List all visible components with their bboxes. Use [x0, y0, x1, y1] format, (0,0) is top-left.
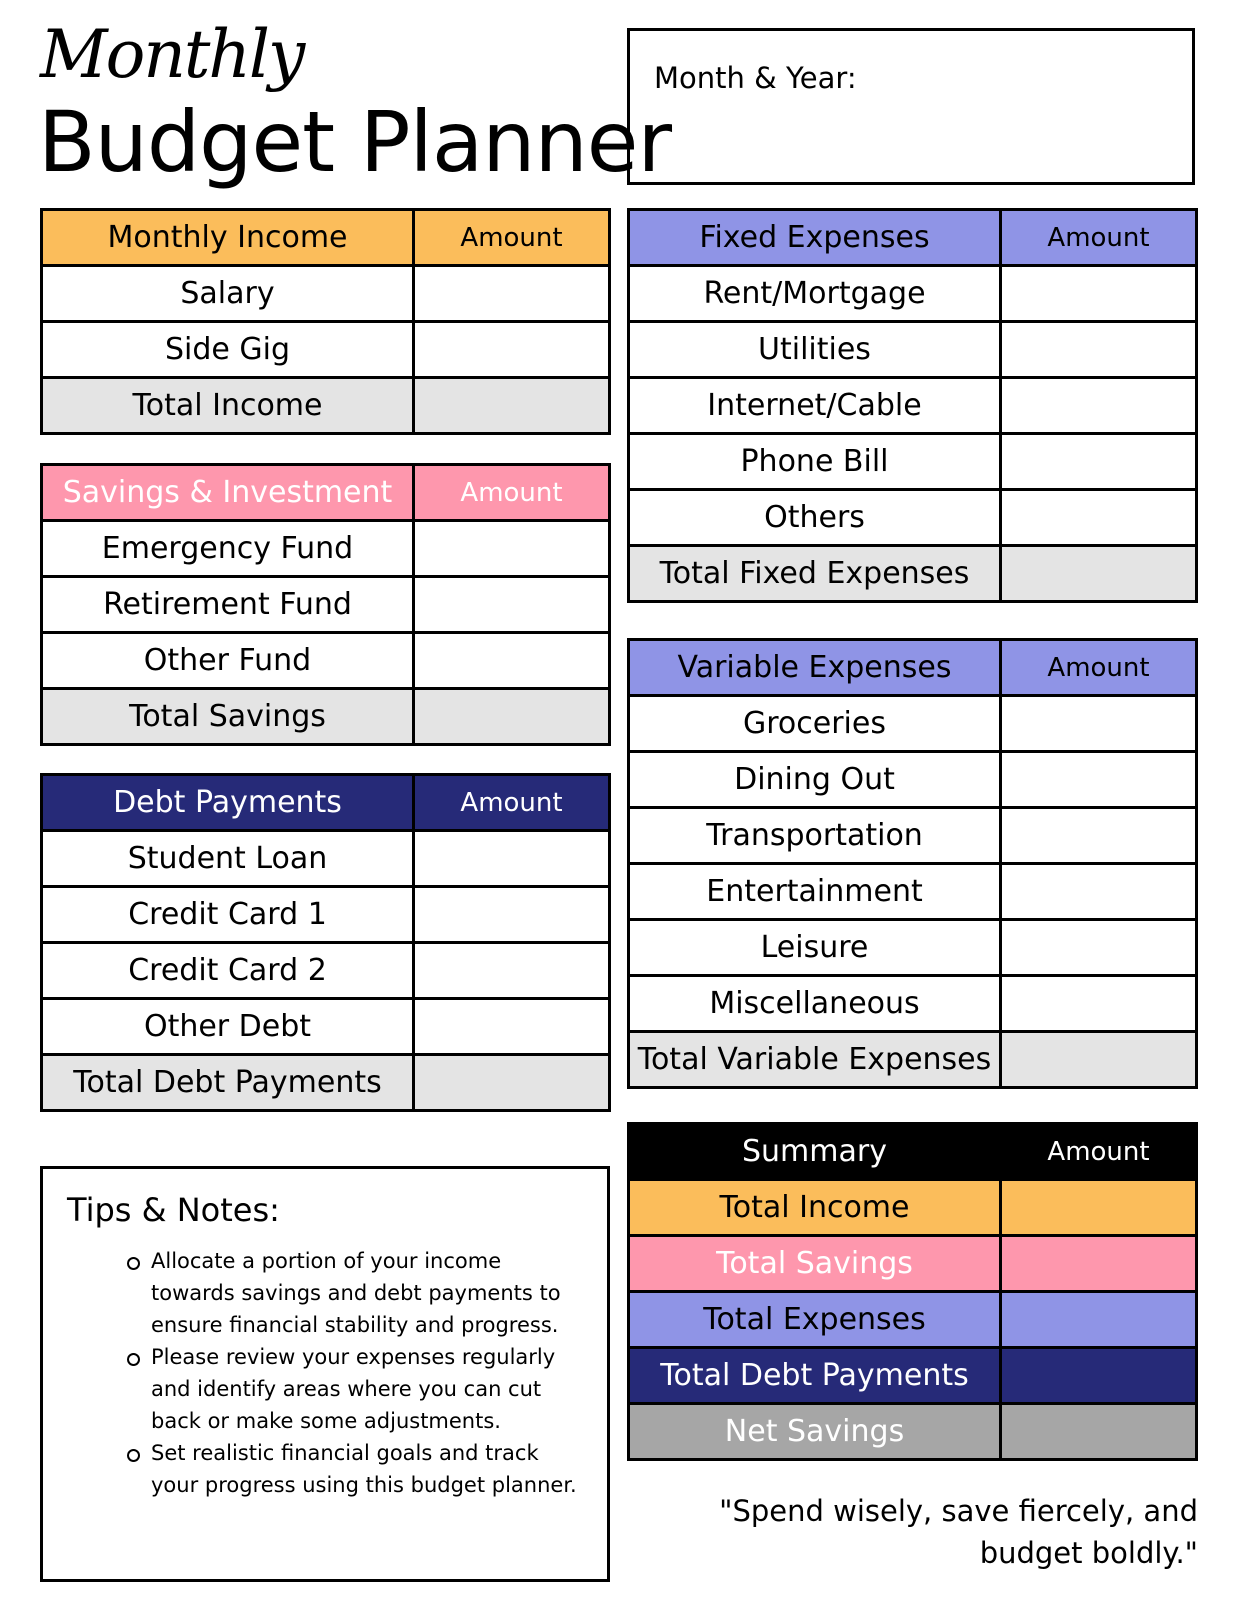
variable-amount-cell[interactable] — [1001, 696, 1197, 752]
summary-amount-cell[interactable] — [1001, 1292, 1197, 1348]
summary-total-debt-label: Total Debt Payments — [629, 1348, 1001, 1404]
savings-amount-cell[interactable] — [414, 633, 610, 689]
summary-total-expenses-label: Total Expenses — [629, 1292, 1001, 1348]
variable-row-label: Groceries — [629, 696, 1001, 752]
variable-amount-cell[interactable] — [1001, 752, 1197, 808]
fixed-row-label: Others — [629, 490, 1001, 546]
month-year-label: Month & Year: — [654, 61, 857, 95]
summary-amount-cell[interactable] — [1001, 1348, 1197, 1404]
fixed-amount-header: Amount — [1001, 210, 1197, 266]
variable-expenses-table — [627, 638, 1198, 1089]
fixed-expenses-table — [627, 208, 1198, 603]
fixed-total-amount[interactable] — [1001, 546, 1197, 602]
variable-amount-cell[interactable] — [1001, 920, 1197, 976]
variable-row-label: Entertainment — [629, 864, 1001, 920]
savings-row-label: Other Fund — [42, 633, 414, 689]
tip-item: Please review your expenses regularly and identify areas where you can cut back or make some adjustments. — [151, 1341, 591, 1437]
variable-header: Variable Expenses — [629, 640, 1001, 696]
title-script: Monthly — [40, 16, 304, 93]
variable-row-label: Leisure — [629, 920, 1001, 976]
debt-total-amount[interactable] — [414, 1055, 610, 1111]
debt-row-label: Student Loan — [42, 831, 414, 887]
fixed-amount-cell[interactable] — [1001, 322, 1197, 378]
variable-amount-cell[interactable] — [1001, 864, 1197, 920]
variable-row-label: Miscellaneous — [629, 976, 1001, 1032]
income-amount-cell[interactable] — [414, 322, 610, 378]
fixed-row-label: Internet/Cable — [629, 378, 1001, 434]
savings-total-label: Total Savings — [42, 689, 414, 745]
tip-item: Allocate a portion of your income towards savings and debt payments to ensure financial stability and progress. — [151, 1245, 591, 1341]
quote: "Spend wisely, save fiercely, and budget boldly." — [719, 1494, 1198, 1570]
debt-header: Debt Payments — [42, 775, 414, 831]
savings-total-amount[interactable] — [414, 689, 610, 745]
income-row-label: Salary — [42, 266, 414, 322]
summary-amount-cell[interactable] — [1001, 1236, 1197, 1292]
income-total-label: Total Income — [42, 378, 414, 434]
variable-amount-cell[interactable] — [1001, 976, 1197, 1032]
fixed-row-label: Utilities — [629, 322, 1001, 378]
summary-amount-cell[interactable] — [1001, 1180, 1197, 1236]
summary-header: Summary — [629, 1124, 1001, 1180]
savings-amount-cell[interactable] — [414, 577, 610, 633]
debt-amount-cell[interactable] — [414, 999, 610, 1055]
savings-row-label: Retirement Fund — [42, 577, 414, 633]
summary-table — [627, 1122, 1198, 1461]
income-table — [40, 208, 611, 435]
income-amount-header: Amount — [414, 210, 610, 266]
income-amount-cell[interactable] — [414, 266, 610, 322]
debt-row-label: Other Debt — [42, 999, 414, 1055]
savings-row-label: Emergency Fund — [42, 521, 414, 577]
variable-total-label: Total Variable Expenses — [629, 1032, 1001, 1088]
fixed-amount-cell[interactable] — [1001, 490, 1197, 546]
fixed-row-label: Phone Bill — [629, 434, 1001, 490]
fixed-header: Fixed Expenses — [629, 210, 1001, 266]
summary-amount-cell[interactable] — [1001, 1404, 1197, 1460]
fixed-amount-cell[interactable] — [1001, 434, 1197, 490]
savings-table — [40, 463, 611, 746]
income-header: Monthly Income — [42, 210, 414, 266]
variable-amount-cell[interactable] — [1001, 808, 1197, 864]
income-row-label: Side Gig — [42, 322, 414, 378]
summary-amount-header: Amount — [1001, 1124, 1197, 1180]
variable-amount-header: Amount — [1001, 640, 1197, 696]
income-total-amount[interactable] — [414, 378, 610, 434]
summary-net-savings-label: Net Savings — [629, 1404, 1001, 1460]
variable-row-label: Transportation — [629, 808, 1001, 864]
savings-amount-header: Amount — [414, 465, 610, 521]
debt-amount-cell[interactable] — [414, 831, 610, 887]
savings-header: Savings & Investment — [42, 465, 414, 521]
variable-row-label: Dining Out — [629, 752, 1001, 808]
debt-amount-cell[interactable] — [414, 943, 610, 999]
tips-title: Tips & Notes: — [67, 1191, 280, 1229]
debt-table — [40, 773, 611, 1112]
fixed-row-label: Rent/Mortgage — [629, 266, 1001, 322]
tips-notes-box — [40, 1166, 610, 1582]
fixed-total-label: Total Fixed Expenses — [629, 546, 1001, 602]
tips-list — [151, 1245, 591, 1501]
tip-item: Set realistic financial goals and track your progress using this budget planner. — [151, 1437, 591, 1501]
debt-row-label: Credit Card 1 — [42, 887, 414, 943]
variable-total-amount[interactable] — [1001, 1032, 1197, 1088]
debt-total-label: Total Debt Payments — [42, 1055, 414, 1111]
page-title: Budget Planner — [38, 93, 671, 191]
fixed-amount-cell[interactable] — [1001, 378, 1197, 434]
summary-total-savings-label: Total Savings — [629, 1236, 1001, 1292]
fixed-amount-cell[interactable] — [1001, 266, 1197, 322]
savings-amount-cell[interactable] — [414, 521, 610, 577]
summary-total-income-label: Total Income — [629, 1180, 1001, 1236]
debt-amount-header: Amount — [414, 775, 610, 831]
debt-amount-cell[interactable] — [414, 887, 610, 943]
month-year-box[interactable] — [627, 28, 1195, 185]
debt-row-label: Credit Card 2 — [42, 943, 414, 999]
